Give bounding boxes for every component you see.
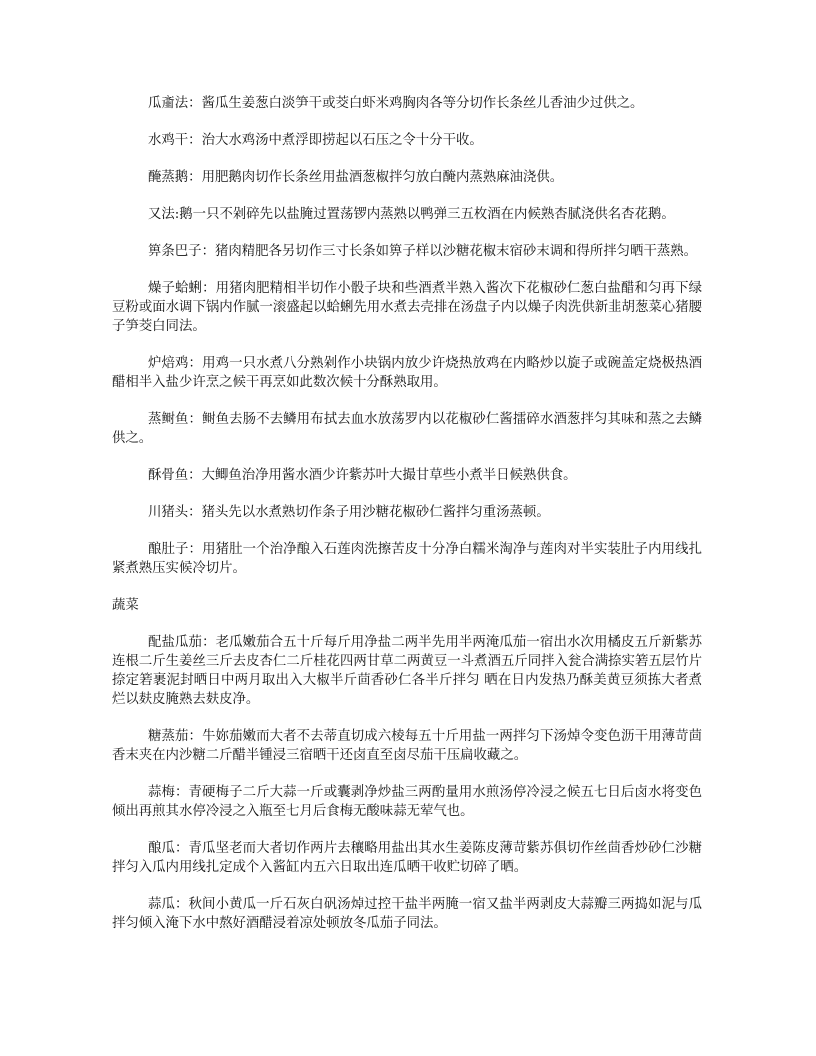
recipe-text: 治大水鸡汤中煮浮即捞起以石压之令十分干收。 <box>201 133 483 148</box>
recipe-text: 用肥鹅肉切作长条丝用盐酒葱椒拌匀放白醃内蒸熟麻油浇供。 <box>201 170 564 185</box>
recipe-paragraph <box>112 279 702 336</box>
title-separator: ： <box>202 635 216 650</box>
title-separator: ： <box>202 281 216 296</box>
recipe-paragraph <box>112 633 702 709</box>
recipe-paragraph <box>112 466 702 485</box>
recipe-paragraph <box>112 540 702 578</box>
recipe-paragraph <box>112 354 702 392</box>
recipe-text: 青瓜坚老而大者切作两片去穰略用盐出其水生姜陈皮薄苛紫苏俱切作丝茴香炒砂仁沙糖拌匀入瓜内用线扎定成个入酱缸内五六日取出连瓜晒干收贮切碎了晒。 <box>112 841 702 875</box>
recipe-paragraph <box>112 783 702 821</box>
recipe-title: 酿肚子 <box>148 542 189 557</box>
recipe-title: 水鸡干 <box>148 133 189 148</box>
recipe-title: 川猪头 <box>148 505 189 520</box>
recipe-paragraph <box>112 410 702 448</box>
recipe-text: 用鸡一只水煮八分熟剁作小块锅内放少许烧热放鸡在内略炒以旋子或碗盖定烧极热酒醋相半入盐少许烹之候干再烹如此数次候十分酥熟取用。 <box>112 356 702 390</box>
title-separator: ： <box>175 785 189 800</box>
recipe-text: 老瓜嫩茄合五十斤每斤用净盐二两半先用半两淹瓜茄一宿出水次用橘皮五斤新紫苏连根二斤生姜丝三斤去皮杏仁二斤桂花四两甘草二两黄豆一斗煮酒五斤同拌入瓮合满捺实箬五层竹片捺定箬裹泥封晒日中两月取出入大椒半斤茴香砂仁各半斤拌匀 晒在日内发热乃酥美黄豆须拣大者煮烂以麸皮腌熟去麸皮净。 <box>112 635 702 707</box>
recipe-title: 蒸鲥鱼 <box>148 412 189 427</box>
recipe-text: 大鲫鱼治净用酱水酒少许紫苏叶大撮甘草些小煮半日候熟供食。 <box>201 468 577 483</box>
title-separator: ： <box>188 133 202 148</box>
recipe-paragraph <box>112 94 702 113</box>
title-separator: ： <box>188 542 203 557</box>
recipe-text: 秋间小黄瓜一斤石灰白矾汤焯过控干盐半两腌一宿又盐半两剥皮大蒜瓣三两捣如泥与瓜拌匀倾入淹下水中熬好酒醋浸着凉处顿放冬瓜茄子同法。 <box>112 897 702 931</box>
recipe-text: 用猪肚一个治净酿入石莲肉洗擦苦皮十分净白糯米淘净与莲肉对半实装肚子内用线扎紧煮熟压实候冷切片。 <box>112 542 702 576</box>
recipe-title: 燥子蛤蜊 <box>148 281 203 296</box>
recipe-text: 青硬梅子二斤大蒜一斤或囊剥净炒盐三两酌量用水煎汤停冷浸之候五七日后卤水将变色倾出再煎其水停冷浸之入瓶至七月后食梅无酸味蒜无荤气也。 <box>112 785 702 819</box>
title-separator: ： <box>188 468 202 483</box>
title-separator: ： <box>175 841 189 856</box>
document-page <box>112 94 702 951</box>
recipe-paragraph <box>112 839 702 877</box>
section-heading-vegetables: 蔬菜 <box>112 598 139 613</box>
recipe-text: 牛妳茄嫩而大者不去蒂直切成六棱每五十斤用盐一两拌匀下汤焯令变色沥干用薄苛茴香末夹在内沙糖二斤醋半锺浸三宿晒干还卤直至卤尽茄干压扁收藏之。 <box>112 729 702 763</box>
recipe-paragraph <box>112 131 702 150</box>
recipe-title: 配盐瓜茄 <box>148 635 203 650</box>
recipe-text: 酱瓜生姜葱白淡笋干或茭白虾米鸡胸肉各等分切作长条丝儿香油少过供之。 <box>201 96 644 111</box>
title-separator: ： <box>188 356 203 371</box>
recipe-title: 箅条巴子 <box>148 244 202 259</box>
recipe-text: 鹅一只不剁碎先以盐腌过置荡锣内蒸熟以鸭弹三五枚酒在内候熟杏腻浇供名杏花鹅。 <box>179 207 675 222</box>
recipe-title: 糖蒸茄 <box>148 729 189 744</box>
recipe-title: 蒜梅 <box>148 785 176 800</box>
title-separator: : <box>174 207 180 222</box>
recipe-title: 酥骨鱼 <box>148 468 189 483</box>
recipe-paragraph <box>112 205 702 224</box>
title-separator: ： <box>188 729 203 744</box>
recipe-paragraph <box>112 727 702 765</box>
title-separator: ： <box>188 96 202 111</box>
recipe-title: 瓜齑法 <box>148 96 189 111</box>
recipe-title: 又法 <box>148 207 175 222</box>
title-separator: ： <box>188 505 202 520</box>
title-separator: ： <box>175 897 189 912</box>
recipe-title: 蒜瓜 <box>148 897 176 912</box>
recipe-paragraph <box>112 503 702 522</box>
title-separator: ： <box>201 244 215 259</box>
recipe-title: 醃蒸鹅 <box>148 170 189 185</box>
recipe-paragraph <box>112 895 702 933</box>
recipe-paragraph <box>112 242 702 261</box>
title-separator: ： <box>188 412 203 427</box>
recipe-title: 炉焙鸡 <box>148 356 189 371</box>
recipe-text: 猪肉精肥各另切作三寸长条如箅子样以沙糖花椒末宿砂末调和得所拌匀晒干蒸熟。 <box>214 244 698 259</box>
title-separator: ： <box>188 170 202 185</box>
recipe-text: 猪头先以水煮熟切作条子用沙糖花椒砂仁酱拌匀重汤蒸顿。 <box>201 505 550 520</box>
recipe-title: 酿瓜 <box>148 841 176 856</box>
recipe-text: 鲥鱼去肠不去鳞用布拭去血水放荡罗内以花椒砂仁酱擂碎水酒葱拌匀其味和蒸之去鳞供之。 <box>112 412 702 446</box>
recipe-paragraph <box>112 168 702 187</box>
recipe-text: 用猪肉肥精相半切作小骰子块和些酒煮半熟入酱次下花椒砂仁葱白盐醋和匀再下绿豆粉或面水调下锅内作腻一滚盛起以蛤蜊先用水煮去壳排在汤盘子内以燥子肉洗供新韭胡葱菜心猪腰子笋茭白同法。 <box>112 281 702 334</box>
